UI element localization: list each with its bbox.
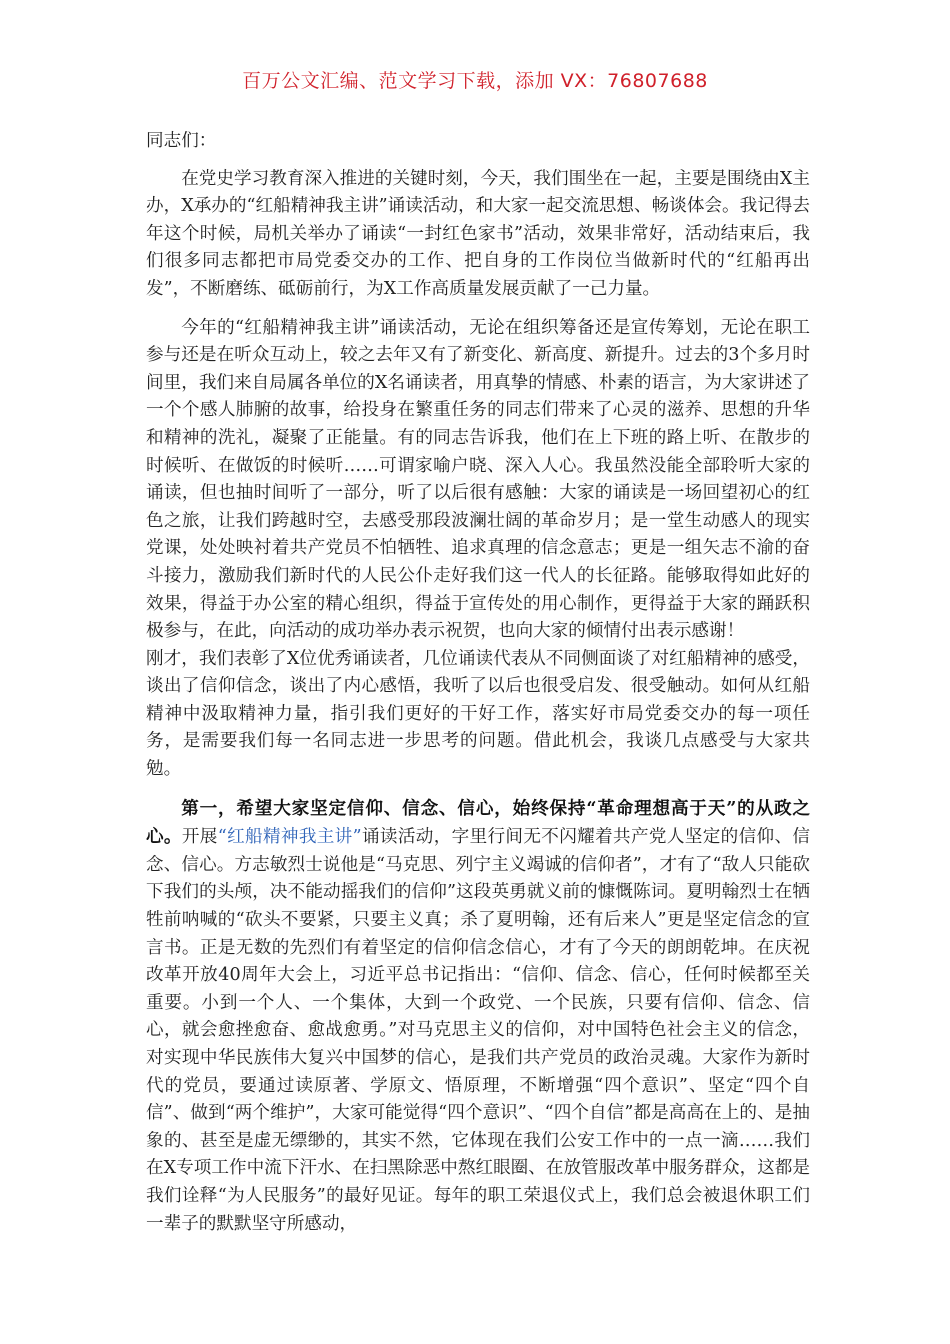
paragraph-4-body: 诵读活动，字里行间无不闪耀着共产党人坚定的信仰、信念、信心。方志敏烈士说他是“马克思、列宁主义竭诚的信仰者”，才有了“敌人只能砍下我们的头颅，决不能动摇我们的信仰”这段英勇就义前的慷慨陈词。夏明翰烈士在牺牲前呐喊的“砍头不要紧，只要主义真；杀了夏明翰，还有后来人”更是坚定信念的宣言书。正是无数的先烈们有着坚定的信仰信念信心，才有了今天的朗朗乾坤。在庆祝改革开放40周年大会上，习近平总书记指出：“信仰、信念、信心，任何时候都至关重要。小到一个人、一个集体，大到一个政党、一个民族，只要有信仰、信念、信心，就会愈挫愈奋、愈战愈勇。”对马克思主义的信仰，对中国特色社会主义的信念，对实现中华民族伟大复兴中国梦的信心，是我们共产党员的政治灵魂。大家作为新时代的党员，要通过读原著、学原文、悟原理，不断增强“四个意识”、坚定“四个自信”、做到“两个维护”，大家可能觉得“四个意识”、“四个自信”都是高高在上的、是抽象的、甚至是虚无缥缈的，其实不然，它体现在我们公安工作中的一点一滴……我们在X专项工作中流下汗水、在扫黑除恶中熬红眼圈、在放管服改革中服务群众，这都是我们诠释“为人民服务”的最好见证。每年的职工荣退仪式上，我们总会被退休职工们一辈子的默默坚守所感动， xyxy=(146,827,810,1234)
paragraph-2: 今年的“红船精神我主讲”诵读活动，无论在组织筹备还是宣传筹划，无论在职工参与还是在听众互动上，较之去年又有了新变化、新高度、新提升。过去的3个多月时间里，我们来自局属各单位的X名诵读者，用真挚的情感、朴素的语言，为大家讲述了一个个感人肺腑的故事，给投身在繁重任务的同志们带来了心灵的滋养、思想的升华和精神的洗礼，凝聚了正能量。有的同志告诉我，他们在上下班的路上听、在散步的时候听、在做饭的时候听……可谓家喻户晓、深入人心。我虽然没能全部聆听大家的诵读，但也抽时间听了一部分，听了以后很有感触：大家的诵读是一场回望初心的红色之旅，让我们跨越时空，去感受那段波澜壮阔的革命岁月；是一堂生动感人的现实党课，处处映衬着共产党员不怕牺牲、追求真理的信念意志；更是一组矢志不渝的奋斗接力，激励我们新时代的人民公仆走好我们这一代人的长征路。能够取得如此好的效果，得益于办公室的精心组织，得益于宣传处的用心制作，更得益于大家的踊跃积极参与，在此，向活动的成功举办表示祝贺，也向大家的倾情付出表示感谢！ xyxy=(146,317,810,642)
header-banner: 百万公文汇编、范文学习下载，添加 VX：76807688 xyxy=(242,70,708,92)
highlighted-title: “红船精神我主讲” xyxy=(217,827,362,848)
paragraph-3: 刚才，我们表彰了X位优秀诵读者，几位诵读代表从不同侧面谈了对红船精神的感受，谈出了信仰信念，谈出了内心感悟，我听了以后也很受启发、很受触动。如何从红船精神中汲取精神力量，指引我们更好的干好工作，落实好市局党委交办的每一项任务，是需要我们每一名同志进一步思考的问题。借此机会，我谈几点感受与大家共勉。 xyxy=(146,648,810,780)
document-body xyxy=(146,128,810,1249)
salutation: 同志们： xyxy=(146,131,217,151)
paragraph-1: 在党史学习教育深入推进的关键时刻，今天，我们围坐在一起，主要是围绕由X主办，X承办的“红船精神我主讲”诵读活动，和大家一起交流思想、畅谈体会。我记得去年这个时候，局机关举办了诵读“一封红色家书”活动，效果非常好，活动结束后，我们很多同志都把市局党委交办的工作、把自身的工作岗位当做新时代的“红船再出发”，不断磨练、砥砺前行，为X工作高质量发展贡献了一己力量。 xyxy=(146,168,810,299)
paragraph-4-pre: 开展 xyxy=(181,827,218,848)
paragraph-4 xyxy=(146,795,810,1239)
paragraph-4-lead: 第一，希望大家坚定信仰、信念、信心，始终保持“革命理想高于天”的从政之心。 xyxy=(146,797,810,848)
